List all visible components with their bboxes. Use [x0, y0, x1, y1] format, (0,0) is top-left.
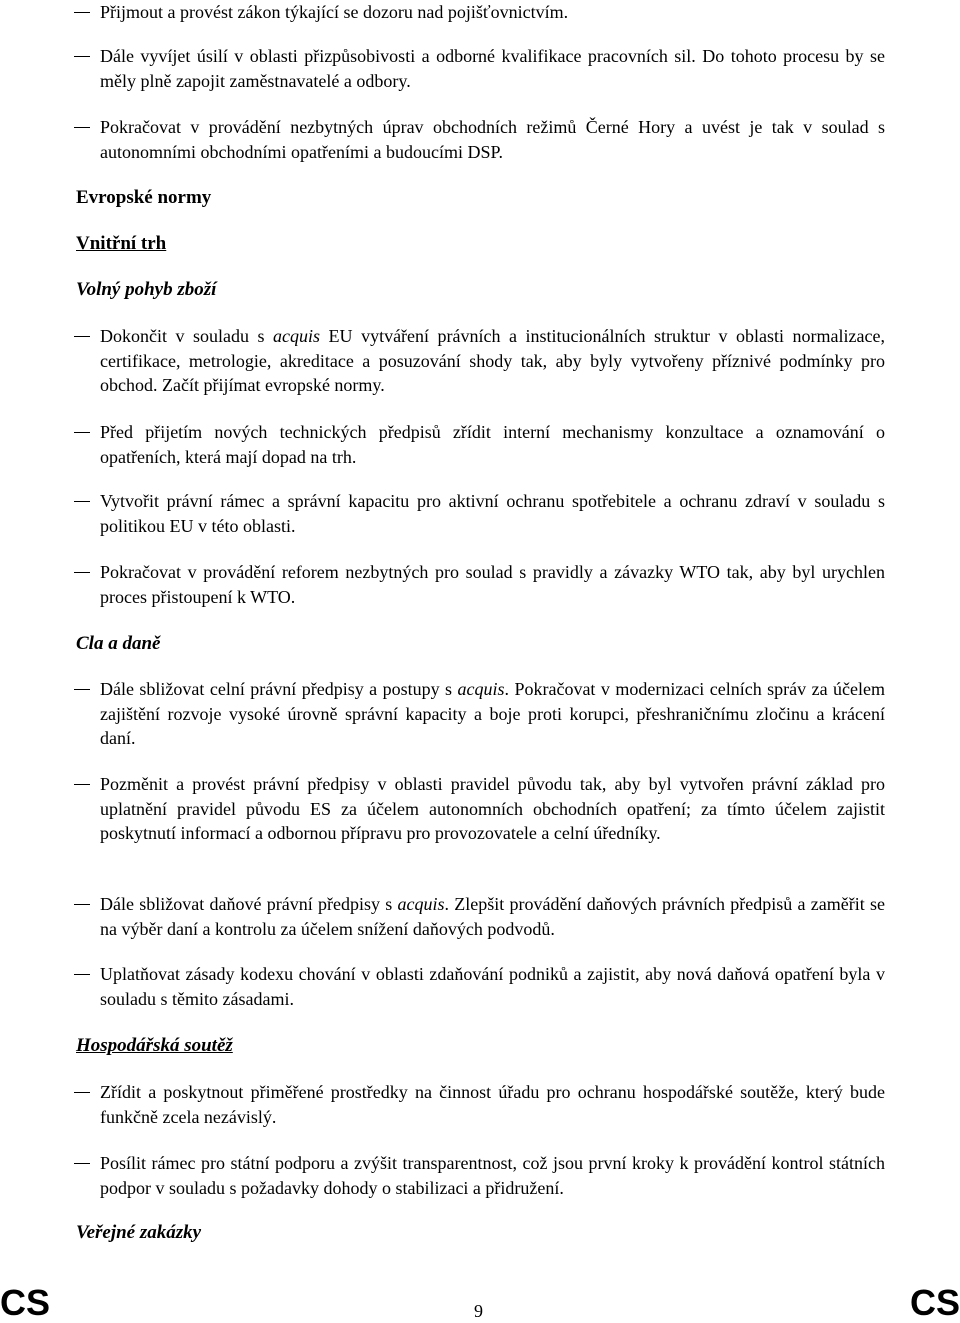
page-number: 9	[474, 1301, 483, 1321]
list-item: Přijmout a provést zákon týkající se dozoru nad pojišťovnictvím.	[100, 0, 885, 25]
list-item: Pokračovat v provádění reforem nezbytných pro soulad s pravidly a závazky WTO tak, aby byl urychlen proces přistoupení k WTO.	[100, 560, 885, 609]
section-heading: Evropské normy	[76, 187, 212, 208]
subsection-title: Cla a daně	[76, 633, 161, 654]
subsection-title: Volný pohyb zboží	[76, 279, 217, 300]
footer-language-left: CS	[0, 1282, 51, 1323]
list-item: Dále sbližovat celní právní předpisy a postupy s acquis. Pokračovat v modernizaci celních správ za účelem zajištění rozvoje vysoké úrovně správní kapacity a boje proti korupci, přeshraničnímu zločinu a krácení daní.	[100, 677, 885, 751]
list-item: Pokračovat v provádění nezbytných úprav obchodních režimů Černé Hory a uvést je tak v soulad s autonomními obchodními opatřeními a budoucími DSP.	[100, 115, 885, 164]
list-item: Zřídit a poskytnout přiměřené prostředky na činnost úřadu pro ochranu hospodářské soutěže, který bude funkčně zcela nezávislý.	[100, 1080, 885, 1129]
list-item: Dále vyvíjet úsilí v oblasti přizpůsobivosti a odborné kvalifikace pracovních sil. Do tohoto procesu by se měly plně zapojit zaměstnavatelé a odbory.	[100, 44, 885, 93]
list-item: Před přijetím nových technických předpisů zřídit interní mechanismy konzultace a oznamování o opatřeních, která mají dopad na trh.	[100, 420, 885, 469]
list-item: Pozměnit a provést právní předpisy v oblasti pravidel původu tak, aby byl vytvořen právní základ pro uplatnění pravidel původu ES za účelem autonomních obchodních opatření; za tímto účelem zajistit poskytnutí informací a odbornou přípravu pro provozovatele a celní úředníky.	[100, 772, 885, 846]
footer-language-right: CS	[909, 1282, 960, 1323]
list-item: Vytvořit právní rámec a správní kapacitu pro aktivní ochranu spotřebitele a ochranu zdraví v souladu s politikou EU v této oblasti.	[100, 489, 885, 538]
subheading: Vnitřní trh	[76, 233, 167, 254]
subsection-title: Hospodářská soutěž	[76, 1035, 233, 1056]
list-item: Dokončit v souladu s acquis EU vytváření právních a institucionálních struktur v oblasti normalizace, certifikace, metrologie, akreditace a posuzování shody tak, aby byly vytvořeny příznivé podmínky pro obchod. Začít přijímat evropské normy.	[100, 324, 885, 398]
list-item: Dále sbližovat daňové právní předpisy s acquis. Zlepšit provádění daňových právních předpisů a zaměřit se na výběr daní a kontrolu za účelem snížení daňových podvodů.	[100, 892, 885, 941]
subsection-title: Veřejné zakázky	[76, 1222, 202, 1243]
list-item: Posílit rámec pro státní podporu a zvýšit transparentnost, což jsou první kroky k provádění kontrol státních podpor v souladu s požadavky dohody o stabilizaci a přidružení.	[100, 1151, 885, 1200]
list-item: Uplatňovat zásady kodexu chování v oblasti zdaňování podniků a zajistit, aby nová daňová opatření byla v souladu s těmito zásadami.	[100, 962, 885, 1011]
